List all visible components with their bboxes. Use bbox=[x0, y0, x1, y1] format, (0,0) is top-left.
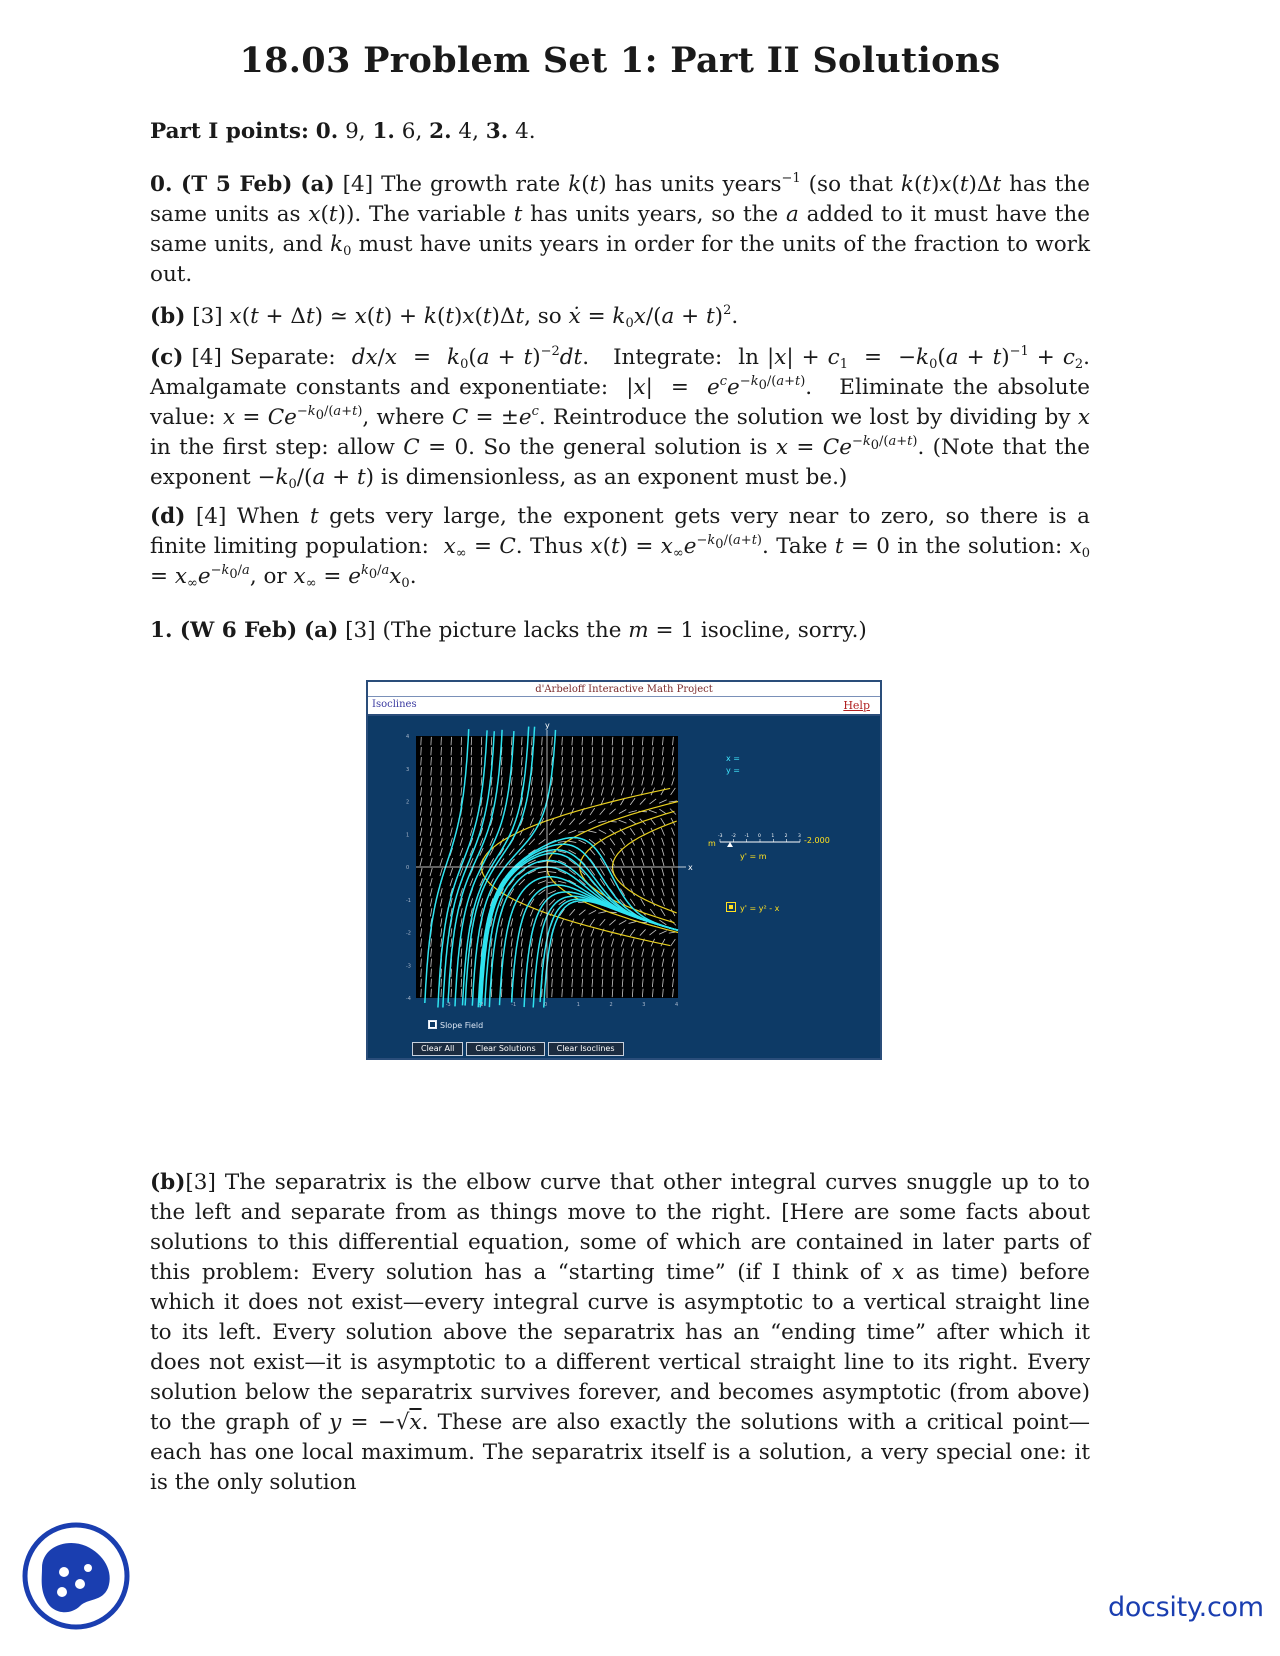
slope-segment bbox=[542, 737, 543, 745]
problem-0b: (b) [3] x(t + Δt) ≃ x(t) + k(t)x(t)Δt, so ẋ = $k_0x/(a + t)^2$. bbox=[150, 303, 739, 331]
slope-segment bbox=[471, 747, 472, 755]
x-tick-label: 1 bbox=[576, 1002, 580, 1008]
slope-segment bbox=[441, 747, 442, 755]
y-tick-label: 3 bbox=[406, 766, 410, 773]
slope-segment bbox=[461, 747, 462, 755]
slope-segment bbox=[431, 747, 432, 755]
points-lead: Part I points: bbox=[150, 119, 309, 144]
clear-isoclines-button[interactable]: Clear Isoclines bbox=[548, 1042, 624, 1056]
equation-label: y' = y² - x bbox=[740, 904, 780, 913]
slope-segment bbox=[552, 989, 553, 997]
y-tick-label: 0 bbox=[406, 865, 410, 871]
slider-tick-label: -3 bbox=[718, 834, 723, 839]
x-tick-label: -1 bbox=[511, 1002, 517, 1008]
y-axis-label: y bbox=[545, 721, 550, 730]
y-tick-label: -1 bbox=[406, 897, 411, 904]
x-tick-label: 3 bbox=[642, 1002, 646, 1008]
x-tick-label: 4 bbox=[675, 1002, 679, 1008]
applet-header bbox=[368, 682, 880, 716]
x-readout: x = bbox=[726, 754, 740, 763]
y-tick-label: -4 bbox=[406, 996, 411, 1002]
x-tick-label: 0 bbox=[544, 1002, 548, 1008]
equation-checkbox[interactable] bbox=[726, 902, 736, 912]
slider-tick-label: 1 bbox=[771, 834, 775, 839]
slope-segment bbox=[511, 737, 512, 745]
problem-0c: (c) [4] Separate: $dx/x = k_0(a + t)^{-2}dt$. Integrate: $\ln |x| + c_1 = -k_0(a + t)^{-1} + c_2$. Amalgamate constants and exponentiate: $|x| = e^ce^{-k_0/(a+t)}$. Eliminate the absolute value: $x = Ce^{-k_0/(a+t)}$, where $C = \pm e^c$. Reintroduce the solution we lost by dividing by x in the first step: allow C = 0. So the general solution is $x = Ce^{-k_0/(a+t)}$. (Note that the exponent $-k_0/(a + t)$ is dimensionless, as an exponent must be.) bbox=[150, 344, 1091, 492]
slider-tick-label: 0 bbox=[758, 834, 761, 839]
y-tick-label: 4 bbox=[406, 734, 410, 740]
y-readout: y = bbox=[726, 766, 740, 775]
slope-segment bbox=[542, 989, 543, 997]
clear-solutions-button[interactable]: Clear Solutions bbox=[466, 1042, 544, 1056]
y-tick-label: 2 bbox=[406, 799, 410, 806]
slope-segment bbox=[421, 747, 422, 755]
isocline-plot[interactable] bbox=[368, 716, 880, 1016]
slider-tick-label: -2 bbox=[731, 834, 736, 839]
slope-segment bbox=[532, 989, 533, 997]
slope-segment bbox=[441, 979, 442, 987]
problem-0-heading: 0. (T 5 Feb) bbox=[150, 172, 293, 197]
problem-1b: (b)[3] The separatrix is the elbow curve that other integral curves snuggle up to to the left and separate from as things move to the right. [Here are some facts about solutions to this differential equation, some of which are contained in later parts of this problem: Every solution has a “starting time” (if I think of x as time) before which it does not exist—every integral curve is asymptotic to a vertical straight line to its left. Every solution above the separatrix has an “ending time” after which it does not exist—it is asymptotic to a different vertical straight line to its right. Every solution below the separatrix survives forever, and becomes asymptotic (from above) to the graph of y = −√x. These are also exactly the solutions with a critical point—each has one local maximum. The separatrix itself is a solution, a very special one: it is the only solution bbox=[150, 1170, 1091, 1495]
y-tick-label: 1 bbox=[406, 832, 410, 839]
slope-segment bbox=[491, 737, 492, 745]
slope-segment bbox=[421, 979, 422, 987]
slope-segment bbox=[522, 737, 523, 745]
page-title: 18.03 Problem Set 1: Part II Solutions bbox=[239, 40, 1001, 81]
slider-tick-label: -1 bbox=[744, 834, 750, 839]
x-tick-label: -2 bbox=[478, 1002, 484, 1008]
x-tick-label: 2 bbox=[609, 1002, 613, 1008]
slope-segment bbox=[431, 979, 432, 987]
applet-title: d'Arbeloff Interactive Math Project bbox=[368, 683, 880, 697]
slope-segment bbox=[461, 979, 462, 987]
x-axis-label: x bbox=[688, 863, 693, 872]
applet-buttons bbox=[412, 1042, 627, 1056]
slope-field-checkbox[interactable] bbox=[428, 1020, 437, 1029]
problem-0a: 0. (T 5 Feb) (a) [4] The growth rate k(t) has units years$^{-1}$ (so that k(t)x(t)Δt has the same units as x(t)). The variable t has units years, so the a added to it must have the same units, and $k_0$ must have units years in order for the units of the fraction to work out. bbox=[150, 171, 1091, 287]
slider-m-label: m bbox=[708, 839, 716, 848]
slope-field-label: Slope Field bbox=[440, 1021, 484, 1030]
slider-m-value: -2.000 bbox=[804, 836, 830, 845]
x-tick-label: -3 bbox=[445, 1002, 451, 1008]
slope-segment bbox=[522, 989, 523, 997]
slope-segment bbox=[471, 979, 472, 987]
part-i-points: Part I points: 0. 9, 1. 6, 2. 4, 3. 4. bbox=[150, 119, 536, 144]
slope-field-option[interactable] bbox=[428, 1020, 483, 1030]
slope-segment bbox=[532, 737, 533, 745]
problem-0d: (d) [4] When t gets very large, the exponent gets very near to zero, so there is a finite limiting population: $x_\infty = C$. Thus $x(t) = x_\infty e^{-k_0/(a+t)}$. Take t = 0 in the solution: $x_0 = x_\infty e^{-k_0/a}$, or $x_\infty = e^{k_0/a}x_0$. bbox=[150, 504, 1090, 591]
slider-tick-label: 3 bbox=[798, 834, 801, 839]
slider-tick-label: 2 bbox=[784, 834, 788, 839]
y-tick-label: -3 bbox=[406, 963, 411, 970]
applet-tab-isoclines[interactable]: Isoclines bbox=[372, 699, 417, 710]
slope-segment bbox=[451, 747, 452, 755]
slope-segment bbox=[501, 989, 502, 997]
y-tick-label: -2 bbox=[406, 930, 411, 937]
clear-all-button[interactable]: Clear All bbox=[412, 1042, 463, 1056]
slope-segment bbox=[491, 989, 492, 997]
equation-option[interactable] bbox=[726, 902, 779, 913]
applet-help-link[interactable]: Help bbox=[843, 699, 870, 712]
isoclines-applet-figure bbox=[366, 680, 882, 1060]
problem-1a: 1. (W 6 Feb) (a) [3] (The picture lacks the m = 1 isocline, sorry.) bbox=[150, 618, 867, 643]
problem-1-heading: 1. (W 6 Feb) bbox=[150, 618, 298, 643]
watermark: docsity.com bbox=[1108, 1592, 1264, 1623]
isocline-equation: y' = m bbox=[740, 852, 767, 861]
site-logo-icon bbox=[22, 1522, 130, 1630]
slope-segment bbox=[451, 979, 452, 987]
slope-segment bbox=[552, 737, 553, 745]
